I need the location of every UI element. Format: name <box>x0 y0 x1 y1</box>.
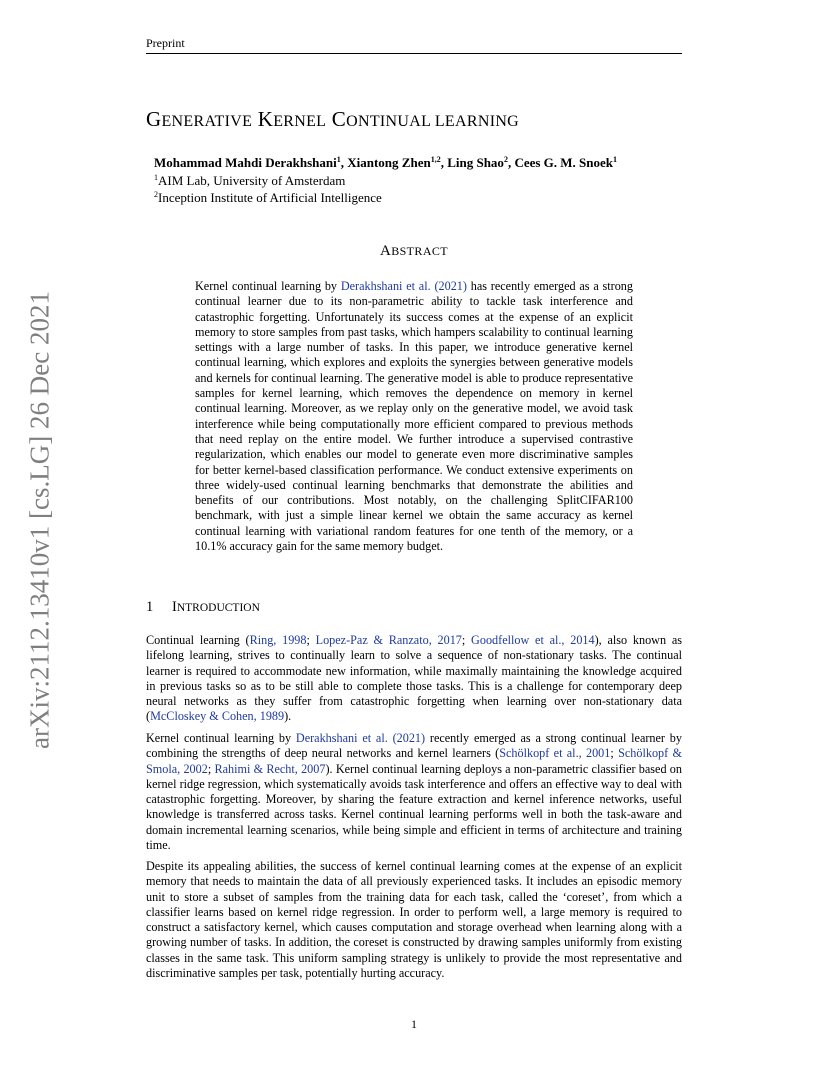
citation-link[interactable]: Goodfellow et al., 2014 <box>471 633 595 647</box>
page-number: 1 <box>411 1017 417 1031</box>
intro-paragraph-3: Despite its appealing abilities, the success of kernel continual learning comes at the expense of an explicit memory that needs to maintain the data of all previously experienced tasks. It includes an episodic memory unit to store a subset of samples from the training data for each task, called the ‘coreset’, from which a classifier learns based on kernel ridge regression. In order to perform well, a large memory is required to construct a satisfactory kernel, which causes computation and storage overhead when learning along with a growing number of tasks. In addition, the coreset is constructed by drawing samples uniformly from existing classes in the same task. This uniform sampling strategy is unlikely to provide the most representative and discriminative samples per task, potentially hurting accuracy. <box>146 859 682 981</box>
abstract-text-2: has recently emerged as a strong continual learner due to its non-parametric ability to tackle task interference and catastrophic forgetting. Unfortunately its success comes at the expense of an explicit memory to store samples from past tasks, which hampers scalability to continual learning settings with a large number of tasks. In this paper, we introduce generative kernel continual learning, which explores and exploits the synergies between generative models and kernels for continual learning. The generative model is able to produce representative samples for kernel learning, which removes the dependence on memory in kernel continual learning. Moreover, as we replay only on the generative model, we avoid task interference while being computationally more efficient compared to previous methods that need replay on the entire model. We further introduce a supervised contrastive regularization, which enables our model to generate even more discriminative samples for better kernel-based classification performance. We conduct extensive experiments on three widely-used continual learning benchmarks that demonstrate the abilities and benefits of our contributions. Most notably, on the challenging SplitCIFAR100 benchmark, with just a simple linear kernel we obtain the same accuracy as kernel continual learning with variational random features for one tenth of the memory, or a 10.1% accuracy gain for the same memory budget. <box>195 279 633 554</box>
author-3-affil: 2 <box>503 155 508 164</box>
affiliation-2-marker: 2 <box>154 190 158 199</box>
author-3: Ling Shao <box>447 155 504 170</box>
author-list: Mohammad Mahdi Derakhshani$^1$, Xiantong Zhen$^{1,2}$, Ling Shao$^2$, Cees G. M. Snoek$^1$ <box>154 155 618 170</box>
abstract-heading <box>0 243 828 260</box>
author-4-affil: 1 <box>613 155 618 164</box>
intro-paragraph-2 <box>146 731 682 853</box>
affiliation-2 <box>154 190 382 206</box>
citation-separator: ; <box>610 746 619 761</box>
citation-link[interactable]: Schölkopf et al., 2001 <box>499 746 611 761</box>
abstract-heading-cap: A <box>379 243 392 259</box>
author-2: Xiantong Zhen <box>347 155 431 170</box>
abstract-text-1: Kernel continual learning by <box>195 279 341 293</box>
affiliation-1 <box>154 173 345 189</box>
citation-link[interactable]: Lopez-Paz & Ranzato, 2017 <box>315 633 462 647</box>
citation-link[interactable]: McCloskey & Cohen, 1989 <box>150 709 285 724</box>
author-1-affil: 1 <box>336 155 341 164</box>
title-word2-cap: K <box>257 107 274 131</box>
title-word3-cap: C <box>331 107 347 131</box>
paragraph-text: Kernel continual learning by <box>146 731 296 745</box>
citation-link[interactable]: Rahimi & Recht, 2007 <box>214 761 326 776</box>
author-4: Cees G. M. Snoek <box>514 155 614 170</box>
title-word3-rest: ONTINUAL LEARNING <box>346 113 520 130</box>
paragraph-text: ). Kernel continual learning deploys a non-parametric classifier based on kernel ridge regression, which systematically avoids task interference and offers an effective way to deal with catastrophic forgetting. Moreover, by sharing the feature extraction and kernel inference networks, useful knowledge is transferred across tasks. Kernel continual learning performs well in both the task-aware and domain incremental learning scenarios, while being simple and efficient in terms of architecture and training time. <box>146 761 682 853</box>
paragraph-text: ), also known as lifelong learning, strives to continually learn to solve a sequence of non-stationary tasks. The continual learner is required to accommodate new information, while maximally maintaining the knowledge acquired in previous tasks so as to be still able to complete those tasks. This is a challenge for contemporary deep neural networks as they suffer from catastrophic forgetting when learning over non-stationary data ( <box>146 633 682 724</box>
paragraph-text: ). <box>284 709 292 724</box>
affiliation-1-text: AIM Lab, University of Amsterdam <box>158 173 346 188</box>
citation-link[interactable]: Ring, 1998 <box>249 633 307 647</box>
arxiv-id-text: arXiv:2112.13410v1 [cs.LG] 26 Dec 2021 <box>24 291 55 749</box>
paper-title <box>146 107 706 132</box>
section-title-cap: I <box>172 599 177 615</box>
title-word1-cap: G <box>146 107 162 131</box>
abstract-heading-rest: BSTRACT <box>391 244 449 258</box>
paragraph-text: Continual learning ( <box>146 633 250 647</box>
affiliation-1-marker: 1 <box>154 173 158 182</box>
author-1: Mohammad Mahdi Derakhshani <box>154 155 337 170</box>
affiliation-2-text: Inception Institute of Artificial Intelligence <box>158 190 382 205</box>
section-heading-introduction <box>146 599 260 616</box>
citation-separator: ; <box>461 633 472 647</box>
citation-link[interactable]: Schölkopf & Smola, 2002 <box>146 746 682 776</box>
title-word2-rest: ERNEL <box>273 113 327 130</box>
running-header: Preprint <box>146 36 185 50</box>
citation-separator: ; <box>207 761 215 776</box>
citation-separator: ; <box>306 633 316 647</box>
paragraph-text: recently emerged as a strong continual learner by combining the strengths of deep neural networks and kernel learners ( <box>146 731 682 761</box>
abstract-body <box>195 279 633 554</box>
title-word1-rest: ENERATIVE <box>161 113 253 130</box>
section-title-rest: NTRODUCTION <box>176 602 260 614</box>
author-2-affil: 1,2 <box>430 155 441 164</box>
section-number: 1 <box>146 599 154 615</box>
header-rule <box>146 53 682 54</box>
intro-paragraph-1 <box>146 633 682 725</box>
citation-link[interactable]: Derakhshani et al. (2021) <box>295 731 426 745</box>
citation-link[interactable]: Derakhshani et al. (2021) <box>340 279 467 293</box>
